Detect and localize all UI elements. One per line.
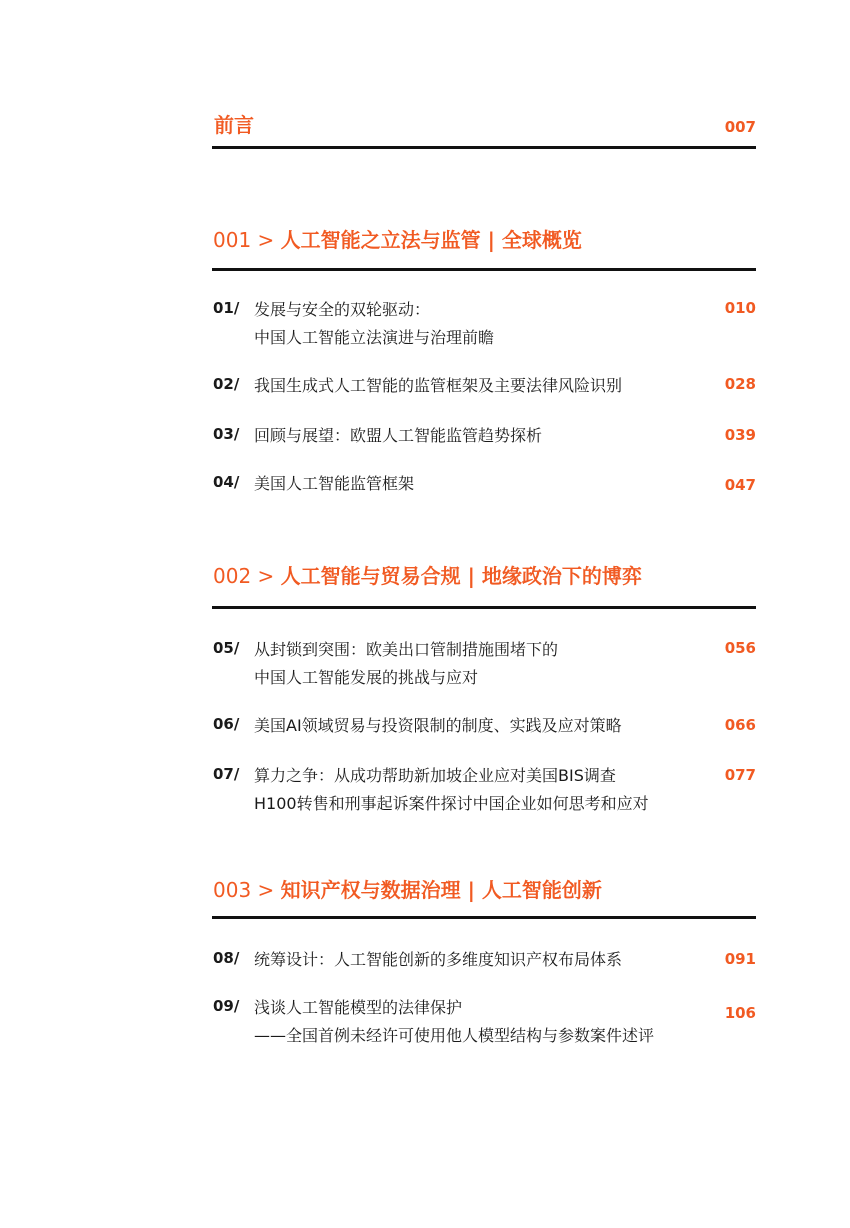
section-number: 002 > xyxy=(213,564,275,588)
toc-entry-title: 浅谈人工智能模型的法律保护 xyxy=(254,998,463,1017)
toc-entry-title: 美国人工智能监管框架 xyxy=(254,474,415,493)
toc-entry-subtitle: H100转售和刑事起诉案件探讨中国企业如何思考和应对 xyxy=(254,794,649,813)
preface-page-number: 007 xyxy=(724,118,756,136)
toc-entry-page: 106 xyxy=(724,1004,756,1022)
toc-entry-title: 美国AI领域贸易与投资限制的制度、实践及应对策略 xyxy=(254,716,622,735)
toc-entry-page: 077 xyxy=(724,766,756,784)
toc-entry-page: 066 xyxy=(724,716,756,734)
section-title: 人工智能与贸易合规 | 地缘政治下的博弈 xyxy=(280,564,642,588)
section-number: 003 > xyxy=(213,878,275,902)
section-title: 知识产权与数据治理 | 人工智能创新 xyxy=(280,878,602,902)
preface-title: 前言 xyxy=(214,113,254,137)
toc-entry-page: 056 xyxy=(724,639,756,657)
toc-entry-title: 回顾与展望：欧盟人工智能监管趋势探析 xyxy=(254,426,543,445)
section-heading-003 xyxy=(213,878,602,902)
toc-entry-page: 091 xyxy=(724,950,756,968)
section-heading-001 xyxy=(213,228,582,252)
toc-entry-number: 06/ xyxy=(213,715,240,733)
toc-entry-page: 039 xyxy=(724,426,756,444)
toc-entry-subtitle: 中国人工智能立法演进与治理前瞻 xyxy=(254,328,495,347)
toc-entry-page: 028 xyxy=(724,375,756,393)
preface-divider xyxy=(212,146,756,149)
section-divider xyxy=(212,916,756,919)
toc-entry-number: 02/ xyxy=(213,375,240,393)
toc-entry-page: 047 xyxy=(724,476,756,494)
toc-entry-title: 从封锁到突围：欧美出口管制措施围堵下的 xyxy=(254,640,559,659)
toc-entry-number: 03/ xyxy=(213,425,240,443)
toc-entry-title: 发展与安全的双轮驱动： xyxy=(254,300,431,319)
toc-entry-title: 统筹设计：人工智能创新的多维度知识产权布局体系 xyxy=(254,950,623,969)
toc-entry-page: 010 xyxy=(724,299,756,317)
toc-entry-number: 08/ xyxy=(213,949,240,967)
section-title: 人工智能之立法与监管 | 全球概览 xyxy=(280,228,582,252)
toc-entry-subtitle: 中国人工智能发展的挑战与应对 xyxy=(254,668,479,687)
section-heading-002 xyxy=(213,564,642,588)
section-divider xyxy=(212,268,756,271)
toc-entry-title: 算力之争：从成功帮助新加坡企业应对美国BIS调查 xyxy=(254,766,616,785)
toc-entry-number: 09/ xyxy=(213,997,240,1015)
toc-entry-number: 07/ xyxy=(213,765,240,783)
toc-entry-number: 01/ xyxy=(213,299,240,317)
toc-entry-title: 我国生成式人工智能的监管框架及主要法律风险识别 xyxy=(254,376,623,395)
toc-entry-number: 05/ xyxy=(213,639,240,657)
section-divider xyxy=(212,606,756,609)
section-number: 001 > xyxy=(213,228,275,252)
toc-entry-subtitle: ——全国首例未经许可使用他人模型结构与参数案件述评 xyxy=(254,1026,655,1045)
toc-entry-number: 04/ xyxy=(213,473,240,491)
